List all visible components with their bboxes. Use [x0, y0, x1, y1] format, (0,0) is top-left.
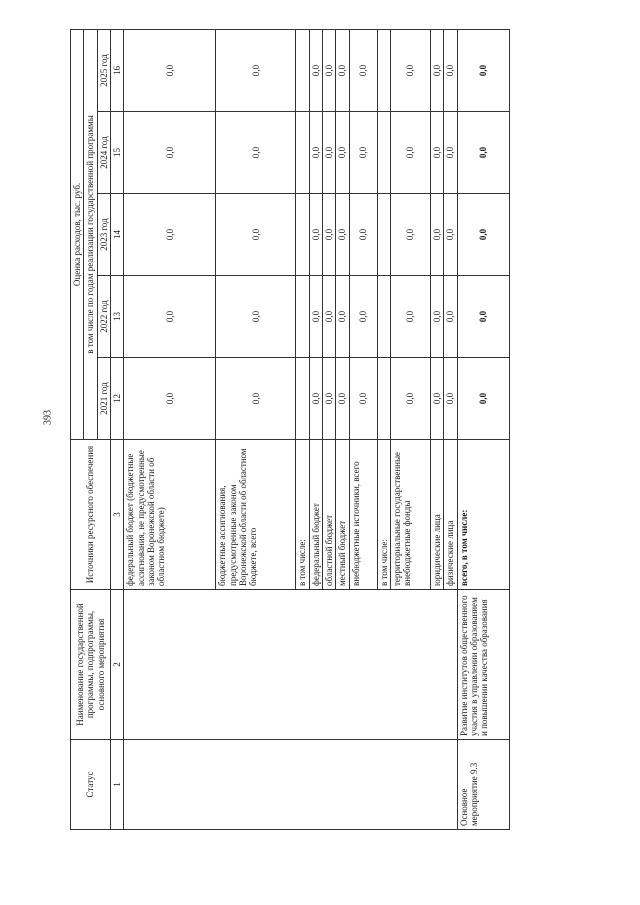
value-cell: 0,0	[457, 276, 509, 358]
value-cell: 0,0	[216, 358, 296, 440]
value-cell: 0,0	[323, 194, 336, 276]
value-cell: 0,0	[124, 194, 216, 276]
value-cell: 0,0	[349, 194, 377, 276]
header-incl-years: в том числе по годам реализации государственной программы	[84, 29, 97, 439]
value-cell: 0,0	[309, 112, 322, 194]
value-cell: 0,0	[431, 358, 444, 440]
value-cell: 0,0	[444, 276, 457, 358]
value-cell: 0,0	[309, 194, 322, 276]
source-label: физические лица	[444, 440, 457, 590]
source-label: бюджетные ассигнования, предусмотренные законом Воронежской области об областном бюджете, всего	[216, 440, 296, 590]
source-label: федеральный бюджет (бюджетные ассигнования, не предусмотренные законом Воронежской области об областном бюджете)	[124, 440, 216, 590]
source-label: в том числе:	[377, 440, 390, 590]
source-label: всего, в том числе:	[457, 440, 509, 590]
value-cell: 0,0	[124, 29, 216, 111]
column-number: 2	[111, 590, 124, 740]
value-cell: 0,0	[216, 29, 296, 111]
value-cell: 0,0	[391, 194, 431, 276]
value-cell: 0,0	[124, 358, 216, 440]
value-cell: 0,0	[457, 358, 509, 440]
header-year: 2025 год	[97, 29, 110, 111]
column-number: 1	[111, 740, 124, 830]
value-cell: 0,0	[349, 358, 377, 440]
value-cell: 0,0	[391, 276, 431, 358]
header-year: 2024 год	[97, 112, 110, 194]
value-cell: 0,0	[444, 112, 457, 194]
value-cell	[296, 276, 309, 358]
value-cell: 0,0	[457, 194, 509, 276]
page-number: 393	[42, 410, 54, 425]
expenditure-table	[70, 29, 510, 830]
value-cell: 0,0	[431, 29, 444, 111]
column-number: 15	[111, 112, 124, 194]
value-cell: 0,0	[349, 276, 377, 358]
status-cell-empty	[124, 740, 457, 830]
name-cell-empty	[124, 590, 457, 740]
source-label: в том числе:	[296, 440, 309, 590]
value-cell: 0,0	[391, 112, 431, 194]
value-cell	[296, 358, 309, 440]
name-cell: Развитие институтов общественного участия в управлении образованием и повышении качества образования	[457, 590, 509, 740]
source-label: областной бюджет	[323, 440, 336, 590]
value-cell	[377, 276, 390, 358]
header-name: Наименование государственной программы, подпрограммы, основного мероприятия	[71, 590, 111, 740]
column-number: 12	[111, 358, 124, 440]
value-cell: 0,0	[457, 29, 509, 111]
header-status: Статус	[71, 740, 111, 830]
source-label: местный бюджет	[336, 440, 349, 590]
status-cell: Основное мероприятие 9.3	[457, 740, 509, 830]
value-cell: 0,0	[431, 194, 444, 276]
value-cell: 0,0	[391, 358, 431, 440]
value-cell: 0,0	[431, 276, 444, 358]
value-cell	[377, 194, 390, 276]
column-number-row	[111, 29, 124, 829]
value-cell: 0,0	[336, 29, 349, 111]
value-cell: 0,0	[336, 112, 349, 194]
value-cell: 0,0	[216, 276, 296, 358]
value-cell: 0,0	[431, 112, 444, 194]
value-cell: 0,0	[444, 194, 457, 276]
value-cell	[377, 29, 390, 111]
column-number: 13	[111, 276, 124, 358]
header-estimate: Оценка расходов, тыс. руб.	[71, 29, 84, 439]
column-number: 14	[111, 194, 124, 276]
table-row	[124, 29, 216, 829]
value-cell: 0,0	[444, 358, 457, 440]
value-cell: 0,0	[349, 29, 377, 111]
source-label: юридические лица	[431, 440, 444, 590]
source-label: территориальные государственные внебюджетные фонды	[391, 440, 431, 590]
value-cell: 0,0	[309, 276, 322, 358]
header-source: Источники ресурсного обеспечения	[71, 440, 111, 590]
value-cell	[296, 112, 309, 194]
value-cell: 0,0	[124, 112, 216, 194]
value-cell	[377, 112, 390, 194]
source-label: федеральный бюджет	[309, 440, 322, 590]
value-cell: 0,0	[391, 29, 431, 111]
header-year: 2022 год	[97, 276, 110, 358]
value-cell: 0,0	[323, 29, 336, 111]
value-cell: 0,0	[336, 194, 349, 276]
value-cell: 0,0	[444, 29, 457, 111]
value-cell: 0,0	[309, 29, 322, 111]
value-cell: 0,0	[323, 276, 336, 358]
value-cell: 0,0	[216, 194, 296, 276]
header-year: 2023 год	[97, 194, 110, 276]
header-year: 2021 год	[97, 358, 110, 440]
table-row	[457, 29, 509, 829]
value-cell: 0,0	[309, 358, 322, 440]
value-cell: 0,0	[457, 112, 509, 194]
column-number: 16	[111, 29, 124, 111]
value-cell: 0,0	[323, 112, 336, 194]
value-cell	[296, 194, 309, 276]
value-cell: 0,0	[124, 276, 216, 358]
value-cell	[296, 29, 309, 111]
value-cell: 0,0	[349, 112, 377, 194]
expenditure-table-wrapper	[70, 30, 535, 830]
value-cell	[377, 358, 390, 440]
column-number: 3	[111, 440, 124, 590]
source-label: внебюджетные источники, всего	[349, 440, 377, 590]
value-cell: 0,0	[336, 276, 349, 358]
value-cell: 0,0	[323, 358, 336, 440]
value-cell: 0,0	[216, 112, 296, 194]
value-cell: 0,0	[336, 358, 349, 440]
